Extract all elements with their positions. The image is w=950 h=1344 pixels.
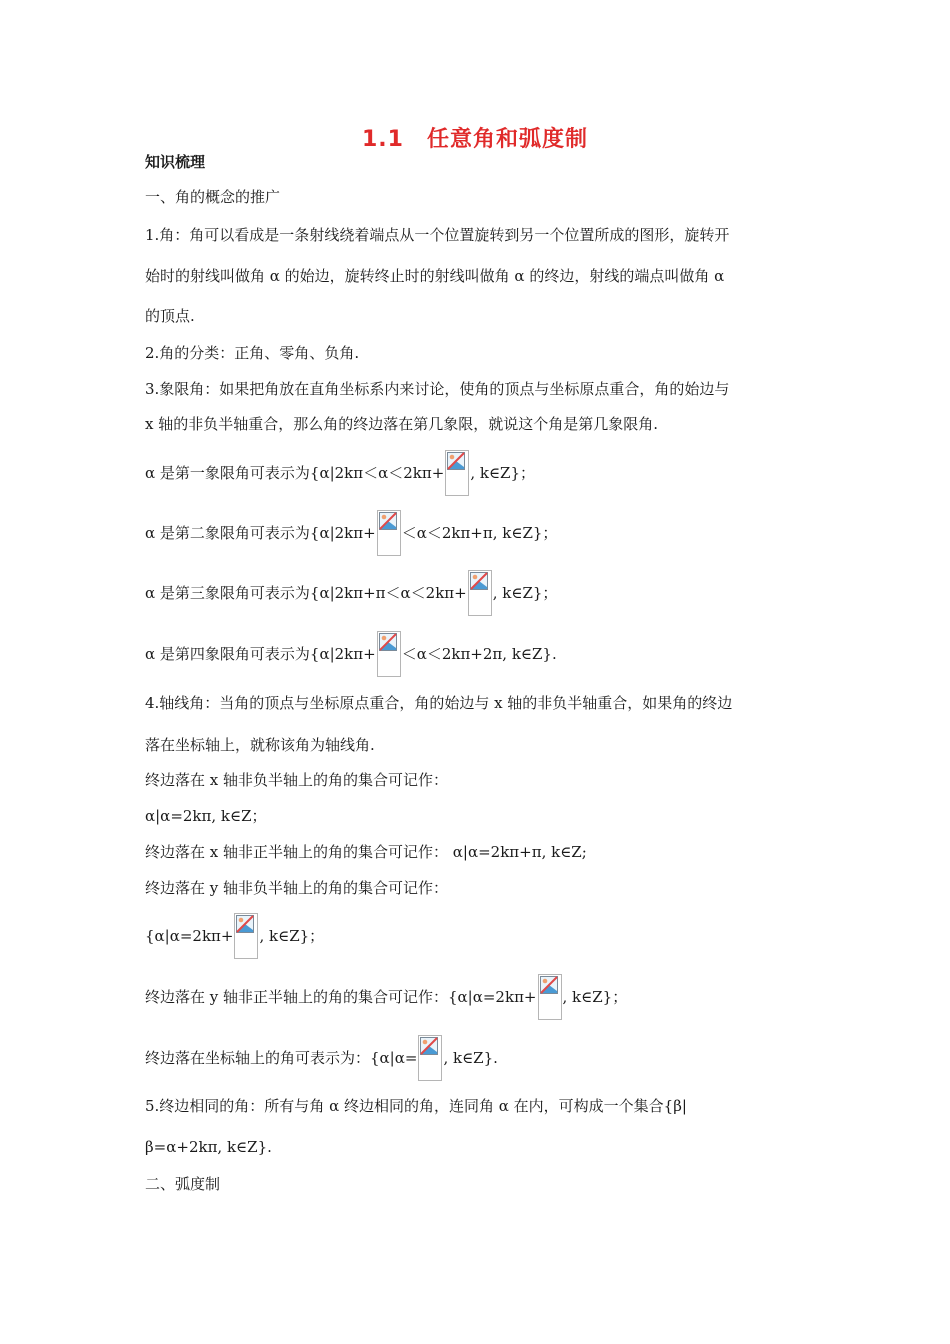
angle-classification: 2.角的分类：正角、零角、负角. xyxy=(145,344,360,362)
axis-angle-line-1: 4.轴线角：当角的顶点与坐标原点重合，角的始边与 x 轴的非负半轴重合，如果角的终边 xyxy=(145,694,733,712)
broken-image-icon xyxy=(445,450,469,496)
page-title: 1.1 任意角和弧度制 xyxy=(362,127,588,152)
formula-text: α 是第四象限角可表示为{α|2kπ+ xyxy=(145,645,376,663)
axis-angle-line-2: 落在坐标轴上，就称该角为轴线角. xyxy=(145,736,375,754)
angle-definition-line-3: 的顶点. xyxy=(145,307,195,325)
formula-text: , k∈Z}； xyxy=(562,988,628,1006)
angle-definition-line-1: 1.角：角可以看成是一条射线绕着端点从一个位置旋转到另一个位置所成的图形，旋转开 xyxy=(145,226,730,244)
formula-text: , k∈Z}； xyxy=(470,464,536,482)
part-heading-1: 一、角的概念的推广 xyxy=(145,188,281,206)
broken-image-icon xyxy=(538,974,562,1020)
broken-image-icon xyxy=(377,631,401,677)
quadrant-definition-line-2: x 轴的非负半轴重合，那么角的终边落在第几象限，就说这个角是第几象限角. xyxy=(145,415,658,433)
formula-text: , k∈Z}； xyxy=(259,927,325,945)
broken-image-icon xyxy=(234,913,258,959)
y-nonneg-heading: 终边落在 y 轴非负半轴上的角的集合可记作： xyxy=(145,879,449,897)
second-quadrant-formula xyxy=(145,510,557,556)
fourth-quadrant-formula xyxy=(145,631,557,677)
part-heading-2: 二、弧度制 xyxy=(145,1175,221,1193)
y-nonpos-formula xyxy=(145,974,627,1020)
angle-definition-line-2: 始时的射线叫做角 α 的始边，旋转终止时的射线叫做角 α 的终边，射线的端点叫做角 α xyxy=(145,267,725,285)
formula-text: , k∈Z}； xyxy=(492,584,558,602)
formula-text: α 是第一象限角可表示为{α|2kπ＜α＜2kπ+ xyxy=(145,464,445,482)
formula-text: 终边落在 y 轴非正半轴上的角的集合可记作：{α|α=2kπ+ xyxy=(145,988,537,1006)
third-quadrant-formula xyxy=(145,570,557,616)
formula-text: α 是第二象限角可表示为{α|2kπ+ xyxy=(145,524,376,542)
formula-text: , k∈Z}. xyxy=(443,1049,498,1067)
formula-text: ＜α＜2kπ+π, k∈Z}； xyxy=(401,524,558,542)
formula-text: ＜α＜2kπ+2π, k∈Z}. xyxy=(401,645,557,663)
coordinate-axis-formula xyxy=(145,1035,498,1081)
quadrant-definition-line-1: 3.象限角：如果把角放在直角坐标系内来讨论，使角的顶点与坐标原点重合，角的始边与 xyxy=(145,380,730,398)
formula-text: 终边落在坐标轴上的角可表示为：{α|α= xyxy=(145,1049,418,1067)
broken-image-icon xyxy=(468,570,492,616)
section-heading: 知识梳理 xyxy=(145,153,206,171)
formula-text: {α|α=2kπ+ xyxy=(145,927,234,945)
formula-text: α 是第三象限角可表示为{α|2kπ+π＜α＜2kπ+ xyxy=(145,584,467,602)
broken-image-icon xyxy=(418,1035,442,1081)
y-nonneg-formula xyxy=(145,913,324,959)
x-nonneg-formula: α|α=2kπ, k∈Z； xyxy=(145,807,267,825)
broken-image-icon xyxy=(377,510,401,556)
x-nonpos-formula: 终边落在 x 轴非正半轴上的角的集合可记作： α|α=2kπ+π, k∈Z; xyxy=(145,843,587,861)
coterminal-line-2: β=α+2kπ, k∈Z}. xyxy=(145,1138,272,1156)
x-nonneg-heading: 终边落在 x 轴非负半轴上的角的集合可记作： xyxy=(145,771,448,789)
first-quadrant-formula xyxy=(145,450,535,496)
coterminal-line-1: 5.终边相同的角：所有与角 α 终边相同的角，连同角 α 在内，可构成一个集合{β| xyxy=(145,1097,687,1115)
